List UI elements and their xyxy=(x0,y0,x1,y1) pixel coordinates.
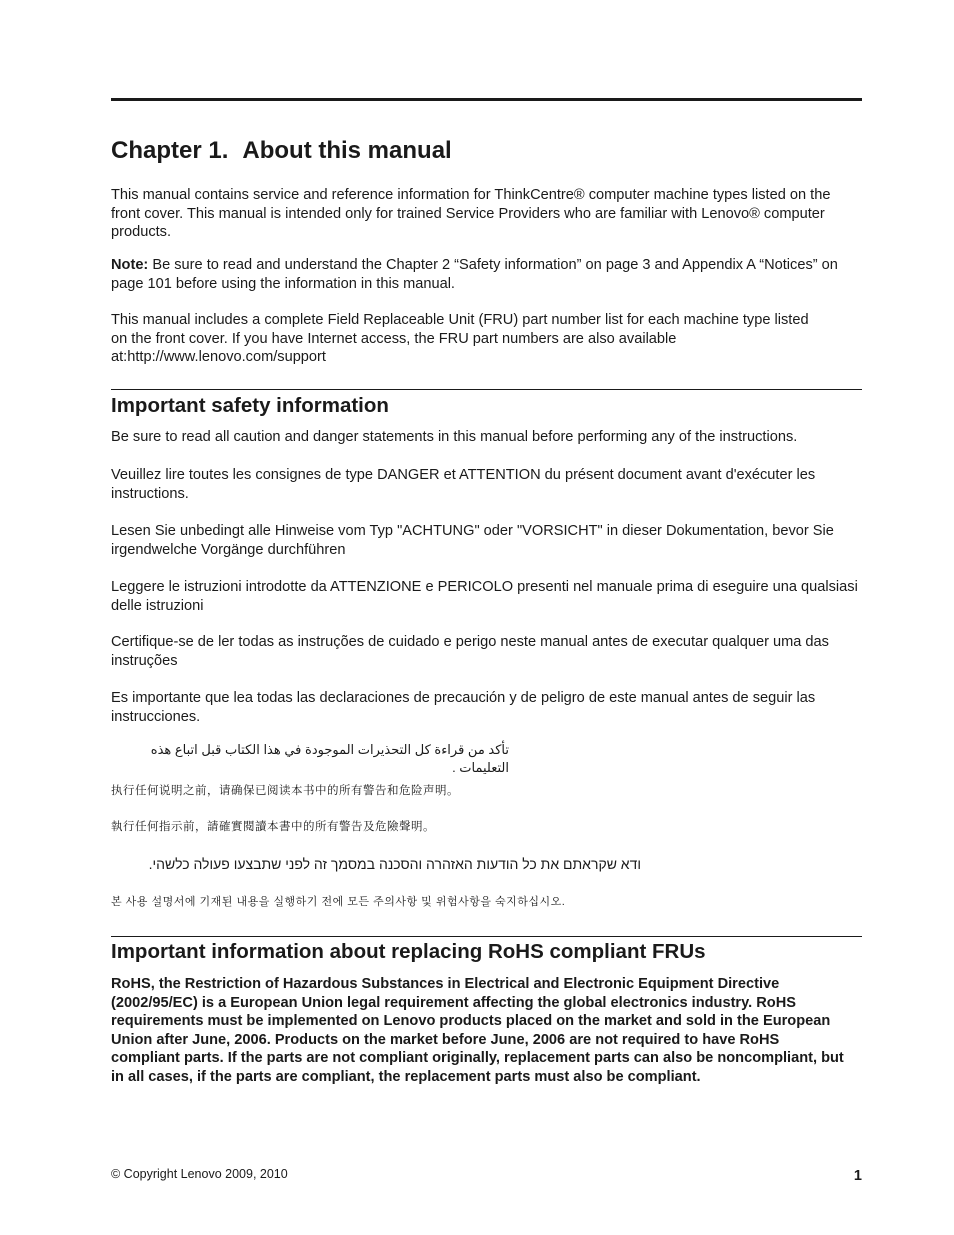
note-paragraph xyxy=(111,256,862,293)
fru-paragraph: This manual includes a complete Field Replaceable Unit (FRU) part number list for each machine type listed on the front cover. If you have Internet access, the FRU part numbers are also available at:http://www.lenovo.com/support xyxy=(111,312,809,365)
chapter-top-rule xyxy=(111,98,862,101)
page-number: 1 xyxy=(853,1168,862,1184)
safety-spanish: Es importante que lea todas las declaraciones de precaución y de peligro de este manual antes de seguir las instrucciones. xyxy=(111,690,816,725)
safety-heading: Important safety information xyxy=(111,394,389,417)
section-rule-rohs xyxy=(111,936,862,937)
safety-chinese-traditional: 執行任何指示前，請確實閱讀本書中的所有警告及危險聲明。 xyxy=(111,821,435,833)
manual-page xyxy=(111,0,862,1235)
safety-english: Be sure to read all caution and danger statements in this manual before performing any of the instructions. xyxy=(111,429,798,445)
chapter-number: Chapter 1. xyxy=(111,137,229,164)
intro-paragraph: This manual contains service and reference information for ThinkCentre® computer machine types listed on the front cover. This manual is intended only for trained Service Providers who are familiar with Lenovo® computer products. xyxy=(111,187,831,240)
safety-german: Lesen Sie unbedingt alle Hinweise vom Typ "ACHTUNG" oder "VORSICHT" in dieser Dokumentation, bevor Sie irgendwelche Vorgänge durchführen xyxy=(111,523,834,558)
safety-portuguese: Certifique-se de ler todas as instruções de cuidado e perigo neste manual antes de executar qualquer uma das instruções xyxy=(111,634,829,669)
section-rule-safety xyxy=(111,389,862,390)
safety-chinese-simplified: 执行任何说明之前，请确保已阅读本书中的所有警告和危险声明。 xyxy=(111,785,459,797)
rohs-paragraph: RoHS, the Restriction of Hazardous Substances in Electrical and Electronic Equipment Directive (2002/95/EC) is a European Union legal requirement affecting the global electronics industry. RoHS requirements must be implemented on Lenovo products placed on the market and sold in the European Union after June, 2006. Products on the market before June, 2006 are not required to have RoHS compliant parts. If the parts are not compliant originally, replacement parts can also be noncompliant, but in all cases, if the parts are compliant, the replacement parts must also be compliant. xyxy=(111,976,844,1085)
safety-italian: Leggere le istruzioni introdotte da ATTENZIONE e PERICOLO presenti nel manuale prima di eseguire una qualsiasi delle istruzioni xyxy=(111,579,858,614)
rohs-heading: Important information about replacing RoHS compliant FRUs xyxy=(111,940,706,963)
chapter-title xyxy=(111,136,452,166)
safety-french: Veuillez lire toutes les consignes de type DANGER et ATTENTION du présent document avant d'exécuter les instructions. xyxy=(111,467,816,502)
safety-korean: 본 사용 설명서에 기재된 내용을 실행하기 전에 모든 주의사항 및 위험사항을 숙지하십시오. xyxy=(111,896,566,908)
safety-arabic: تأكد من قراءة كل التحذيرات الموجودة في هذا الكتاب قبل اتباع هذه التعليمات . xyxy=(150,742,509,775)
note-label: Note: xyxy=(111,257,149,273)
chapter-name: About this manual xyxy=(242,137,452,164)
safety-hebrew: ודא שקראתם את כל הודעות האזהרה והסכנה במסמך זה לפני שתבצעו פעולה כלשהי. xyxy=(148,856,641,872)
copyright-notice: © Copyright Lenovo 2009, 2010 xyxy=(111,1167,288,1181)
note-text: Be sure to read and understand the Chapter 2 “Safety information” on page 3 and Appendix A “Notices” on page 101 before using the information in this manual. xyxy=(111,257,838,292)
